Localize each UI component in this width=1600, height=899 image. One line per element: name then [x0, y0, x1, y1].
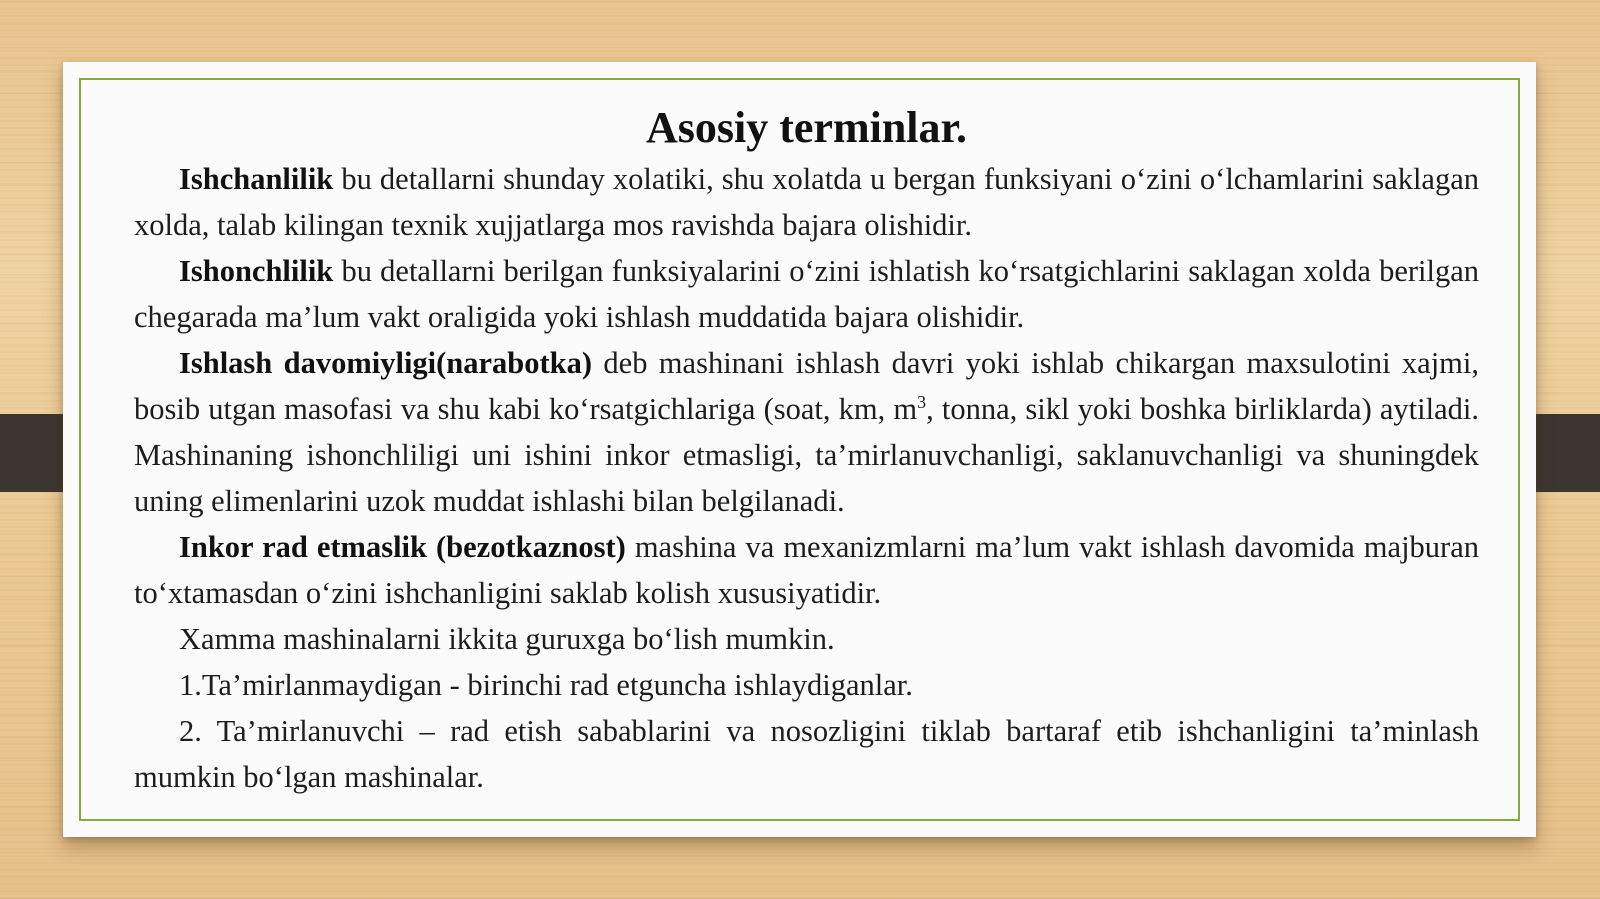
- term-ishchanlilik: Ishchanlilik: [179, 162, 334, 196]
- paragraph-ishonchlilik: Ishonchlilik bu detallarni berilgan funksiyalarini o‘zini ishlatish ko‘rsatgichlarini saklagan xolda berilgan chegarada ma’lum vakt oraligida yoki ishlash muddatida bajara olishidir.: [134, 254, 1479, 334]
- slide-title: Asosiy terminlar.: [645, 103, 968, 152]
- term-ishlash-davomiyligi: Ishlash davomiyligi(narabotka): [179, 346, 593, 380]
- slide-content: [134, 102, 1479, 800]
- term-inkor-rad-etmaslik: Inkor rad etmaslik (bezotkaznost): [179, 530, 626, 564]
- superscript: 3: [917, 391, 927, 412]
- slide-card: [63, 62, 1536, 837]
- paragraph-list-item-2: 2. Ta’mirlanuvchi – rad etish sabablarini va nosozligini tiklab bartaraf etib ishchanligini ta’minlash mumkin bo‘lgan mashinalar.: [134, 714, 1479, 794]
- paragraph-ishchanlilik: Ishchanlilik bu detallarni shunday xolatiki, shu xolatda u bergan funksiyani o‘zini o‘lchamlarini saklagan xolda, talab kilingan texnik xujjatlarga mos ravishda bajara olishidir.: [134, 162, 1479, 242]
- paragraph-inkor-rad-etmaslik: Inkor rad etmaslik (bezotkaznost) mashina va mexanizmlarni ma’lum vakt ishlash davomida majburan to‘xtamasdan o‘zini ishchanligini saklab kolish xususiyatidir.: [134, 530, 1479, 610]
- term-ishonchlilik: Ishonchlilik: [179, 254, 334, 288]
- paragraph-ishlash-davomiyligi: Ishlash davomiyligi(narabotka) deb mashinani ishlash davri yoki ishlab chikargan maxsulotini xajmi, bosib utgan masofasi va shu kabi ko‘rsatgichlariga (soat, km, $m^3$, tonna, sikl yoki boshka birliklarda) aytiladi. Mashinaning ishonchliligi uni ishini inkor etmasligi, ta’mirlanuvchanligi, saklanuvchanligi va shuningdek uning elimenlarini uzok muddat ishlashi bilan belgilanadi.: [134, 346, 1479, 518]
- paragraph-groups-intro: Xamma mashinalarni ikkita guruxga bo‘lish mumkin.: [179, 622, 835, 656]
- paragraph-list-item-1: 1.Ta’mirlanmaydigan - birinchi rad etguncha ishlaydiganlar.: [179, 668, 913, 702]
